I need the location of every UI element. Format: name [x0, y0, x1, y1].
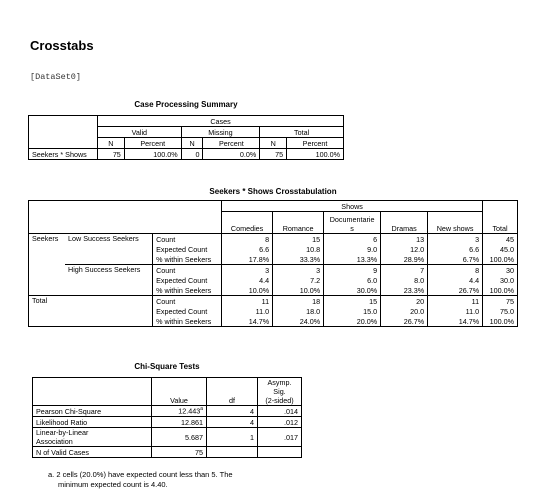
sig-header: Asymp. Sig. (2-sided) [258, 378, 302, 406]
test-label: Pearson Chi-Square [33, 406, 152, 417]
total-cell: 75.0 [483, 306, 518, 316]
crosstab-row [29, 234, 518, 245]
valid-percent: 100.0% [124, 149, 181, 160]
data-cell: 6.6 [428, 244, 483, 254]
crosstab-row [29, 296, 518, 307]
test-value: 12.443 [178, 406, 201, 416]
sig-cell: .014 [258, 406, 302, 417]
col-header-romance: Romance [273, 212, 324, 234]
total-col-header: Total [483, 201, 518, 234]
data-cell: 8 [222, 234, 273, 245]
stat-label: Expected Count [153, 306, 222, 316]
group-label: High Success Seekers [65, 265, 153, 296]
data-cell: 4.4 [428, 275, 483, 285]
crosstab-row [29, 265, 518, 276]
stat-label: Count [153, 265, 222, 276]
total-header: Total [260, 127, 344, 138]
total-cell: 100.0% [483, 254, 518, 265]
chi-square-row [33, 447, 302, 458]
chi-square-row [33, 428, 302, 447]
test-value: 12.861 [181, 417, 203, 427]
percent-header: Percent [124, 138, 181, 149]
dataset-label: [DataSet0] [30, 72, 82, 82]
chi-square-title: Chi-Square Tests [134, 362, 200, 371]
missing-header: Missing [181, 127, 260, 138]
data-cell: 14.7% [222, 316, 273, 327]
data-cell: 8 [428, 265, 483, 276]
footnote-line-2: minimum expected count is 4.40. [58, 480, 168, 489]
data-cell: 15.0 [324, 306, 381, 316]
percent-header: Percent [203, 138, 260, 149]
data-cell: 6.7% [428, 254, 483, 265]
case-summary-table [28, 115, 344, 160]
data-cell: 11.0 [428, 306, 483, 316]
df-cell [207, 447, 258, 458]
seekers-label: Seekers [29, 234, 66, 296]
data-cell: 6.6 [222, 244, 273, 254]
total-n: 75 [260, 149, 287, 160]
data-cell: 23.3% [381, 285, 428, 296]
stat-label: Count [153, 296, 222, 307]
corner-cell [29, 201, 222, 234]
col-header-new-shows: New shows [428, 212, 483, 234]
stat-label: % within Seekers [153, 254, 222, 265]
data-cell: 7.2 [273, 275, 324, 285]
row-label: Seekers * Shows [29, 149, 98, 160]
data-cell: 12.0 [381, 244, 428, 254]
missing-n: 0 [181, 149, 203, 160]
chi-square-table [32, 377, 302, 458]
data-cell: 28.9% [381, 254, 428, 265]
data-cell: 26.7% [428, 285, 483, 296]
total-cell: 100.0% [483, 316, 518, 327]
chi-square-row [33, 406, 302, 417]
value-header: Value [152, 378, 207, 406]
stat-label: % within Seekers [153, 285, 222, 296]
total-percent: 100.0% [287, 149, 344, 160]
n-header: N [98, 138, 125, 149]
footnote-marker: a [200, 406, 203, 413]
data-cell: 13.3% [324, 254, 381, 265]
percent-header: Percent [287, 138, 344, 149]
data-cell: 4.4 [222, 275, 273, 285]
df-cell: 4 [207, 417, 258, 428]
test-label: Likelihood Ratio [33, 417, 152, 428]
data-cell: 18 [273, 296, 324, 307]
stat-label: Count [153, 234, 222, 245]
n-header: N [181, 138, 203, 149]
data-cell: 30.0% [324, 285, 381, 296]
data-cell: 11 [222, 296, 273, 307]
total-cell: 30 [483, 265, 518, 276]
total-cell: 75 [483, 296, 518, 307]
total-cell: 30.0 [483, 275, 518, 285]
col-header-documentaries: Documentarie s [324, 212, 381, 234]
n-header: N [260, 138, 287, 149]
data-cell: 9 [324, 265, 381, 276]
cases-header: Cases [98, 116, 344, 127]
col-header-comedies: Comedies [222, 212, 273, 234]
data-cell: 20 [381, 296, 428, 307]
data-cell: 10.0% [273, 285, 324, 296]
data-cell: 15 [324, 296, 381, 307]
case-summary-title: Case Processing Summary [134, 100, 238, 109]
total-cell: 45 [483, 234, 518, 245]
value-cell [152, 447, 207, 458]
data-cell: 10.8 [273, 244, 324, 254]
data-cell: 15 [273, 234, 324, 245]
df-cell: 4 [207, 406, 258, 417]
crosstab-title: Seekers * Shows Crosstabulation [209, 187, 337, 196]
data-cell: 33.3% [273, 254, 324, 265]
missing-percent: 0.0% [203, 149, 260, 160]
data-cell: 7 [381, 265, 428, 276]
stat-label: % within Seekers [153, 316, 222, 327]
data-cell: 13 [381, 234, 428, 245]
group-label: Low Success Seekers [65, 234, 153, 265]
sig-cell: .012 [258, 417, 302, 428]
data-cell: 3 [428, 234, 483, 245]
stat-label: Expected Count [153, 244, 222, 254]
chi-square-row [33, 417, 302, 428]
total-cell: 100.0% [483, 285, 518, 296]
crosstab-table [28, 200, 518, 327]
data-cell: 11 [428, 296, 483, 307]
value-cell [152, 428, 207, 447]
shows-header: Shows [222, 201, 483, 212]
df-cell: 1 [207, 428, 258, 447]
data-cell: 20.0% [324, 316, 381, 327]
data-cell: 11.0 [222, 306, 273, 316]
valid-header: Valid [98, 127, 182, 138]
test-label: N of Valid Cases [33, 447, 152, 458]
data-cell: 3 [222, 265, 273, 276]
data-cell: 20.0 [381, 306, 428, 316]
data-cell: 26.7% [381, 316, 428, 327]
sig-cell [258, 447, 302, 458]
stat-label: Expected Count [153, 275, 222, 285]
page-title: Crosstabs [30, 38, 94, 53]
data-cell: 10.0% [222, 285, 273, 296]
data-cell: 6.0 [324, 275, 381, 285]
data-cell: 9.0 [324, 244, 381, 254]
corner-cell [33, 378, 152, 406]
col-header-dramas: Dramas [381, 212, 428, 234]
test-label: Linear-by-Linear Association [33, 428, 152, 447]
footnote-line-1: a. 2 cells (20.0%) have expected count less than 5. The [48, 470, 233, 479]
data-cell: 6 [324, 234, 381, 245]
total-row-label: Total [29, 296, 153, 327]
test-value: 5.687 [185, 432, 203, 442]
value-cell [152, 406, 207, 417]
test-value: 75 [195, 447, 203, 457]
data-cell: 14.7% [428, 316, 483, 327]
value-cell [152, 417, 207, 428]
valid-n: 75 [98, 149, 125, 160]
data-cell: 17.8% [222, 254, 273, 265]
corner-cell [29, 116, 98, 149]
data-cell: 24.0% [273, 316, 324, 327]
data-cell: 8.0 [381, 275, 428, 285]
total-cell: 45.0 [483, 244, 518, 254]
df-header: df [207, 378, 258, 406]
data-cell: 18.0 [273, 306, 324, 316]
data-cell: 3 [273, 265, 324, 276]
sig-cell: .017 [258, 428, 302, 447]
